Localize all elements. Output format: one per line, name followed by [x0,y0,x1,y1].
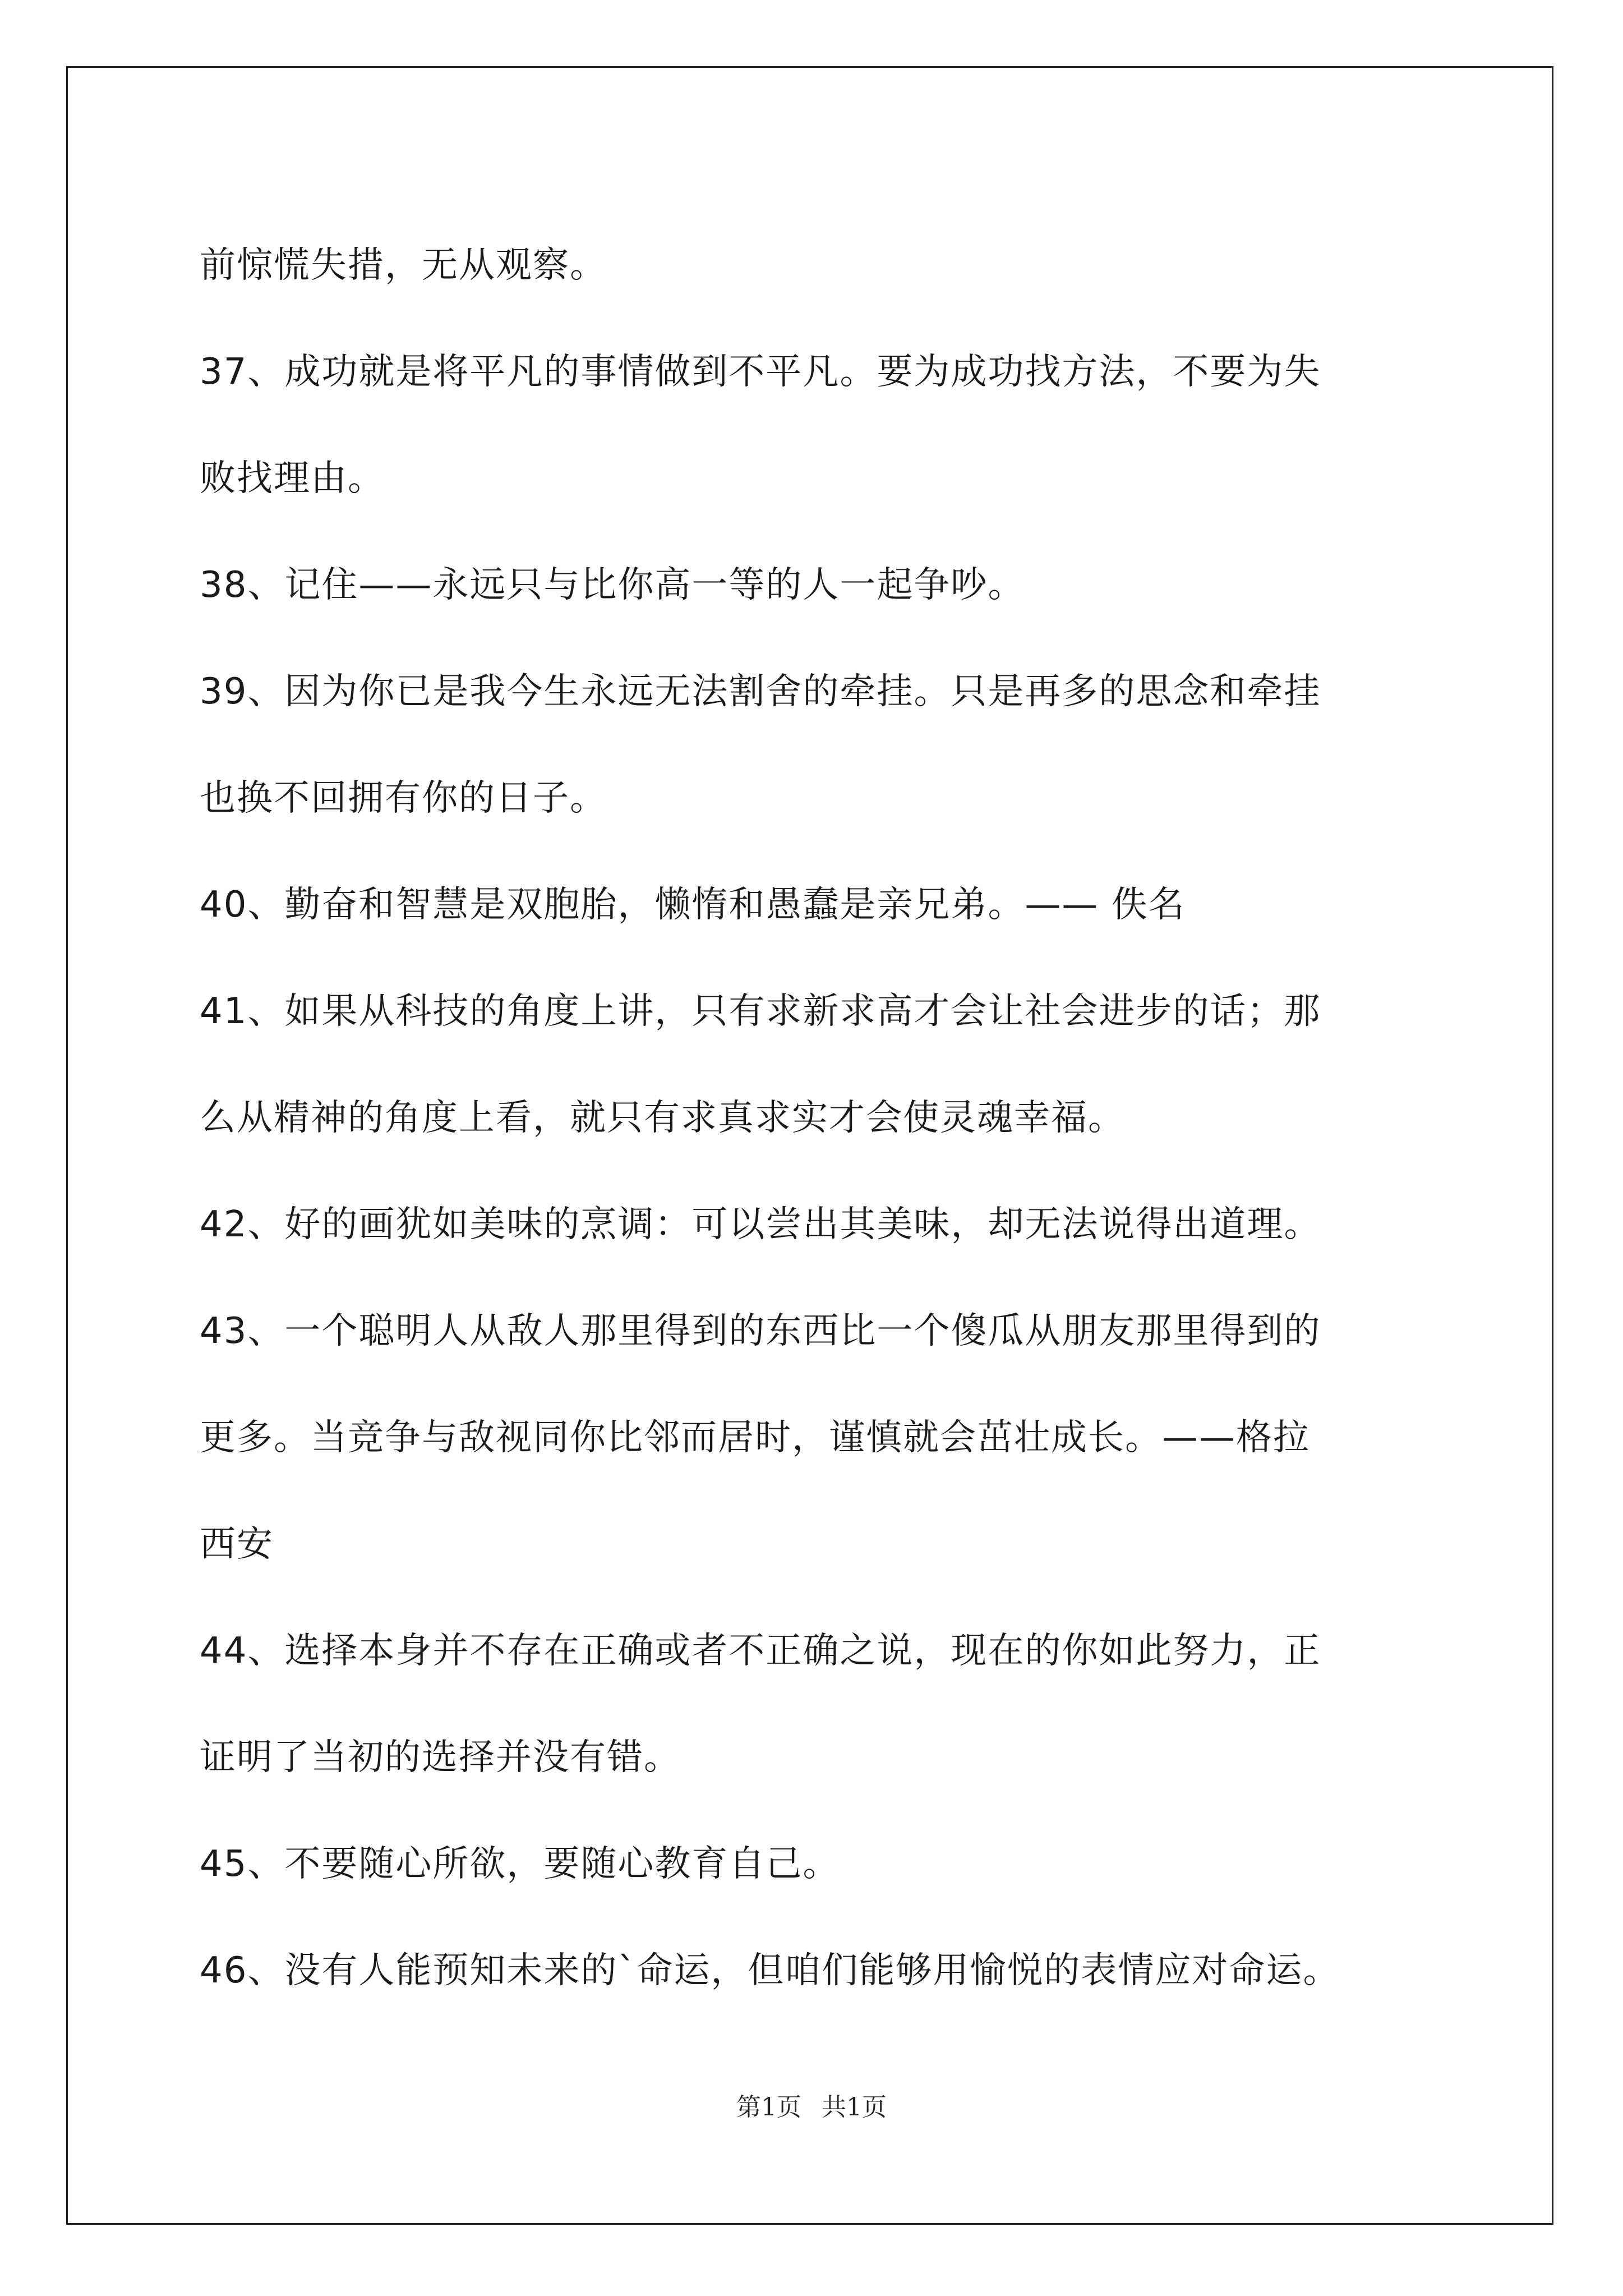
text-line: 37、成功就是将平凡的事情做到不平凡。要为成功找方法，不要为失 [200,351,1321,393]
text-line: 证明了当初的选择并没有错。 [200,1737,681,1778]
text-line: 也换不回拥有你的日子。 [200,777,607,819]
text-line: 败找理由。 [200,458,385,499]
text-line: 更多。当竞争与敌视同你比邻而居时，谨慎就会茁壮成长。——格拉 [200,1417,1310,1458]
page-number: 第1页 [736,2093,801,2122]
text-line: 前惊慌失措，无从观察。 [200,245,607,286]
text-line: 43、一个聪明人从敌人那里得到的东西比一个傻瓜从朋友那里得到的 [200,1310,1321,1352]
page-footer [0,2087,1623,2123]
text-line: 41、如果从科技的角度上讲，只有求新求高才会让社会进步的话；那 [200,991,1321,1032]
text-line: 46、没有人能预知未来的`命运，但咱们能够用愉悦的表情应对命运。 [200,1950,1340,1991]
text-line: 40、勤奋和智慧是双胞胎，懒惰和愚蠢是亲兄弟。—— 佚名 [200,884,1186,926]
document-body [200,212,1422,2024]
text-line: 42、好的画犹如美味的烹调：可以尝出其美味，却无法说得出道理。 [200,1204,1321,1245]
page-count: 共1页 [822,2093,887,2122]
text-line: 38、记住——永远只与比你高一等的人一起争吵。 [200,564,1025,606]
text-line: 么从精神的角度上看，就只有求真求实才会使灵魂幸福。 [200,1097,1125,1139]
text-line: 39、因为你已是我今生永远无法割舍的牵挂。只是再多的思念和牵挂 [200,671,1321,712]
text-line: 西安 [200,1524,274,1565]
text-line: 45、不要随心所欲，要随心教育自己。 [200,1843,840,1885]
text-line: 44、选择本身并不存在正确或者不正确之说，现在的你如此努力，正 [200,1630,1321,1672]
